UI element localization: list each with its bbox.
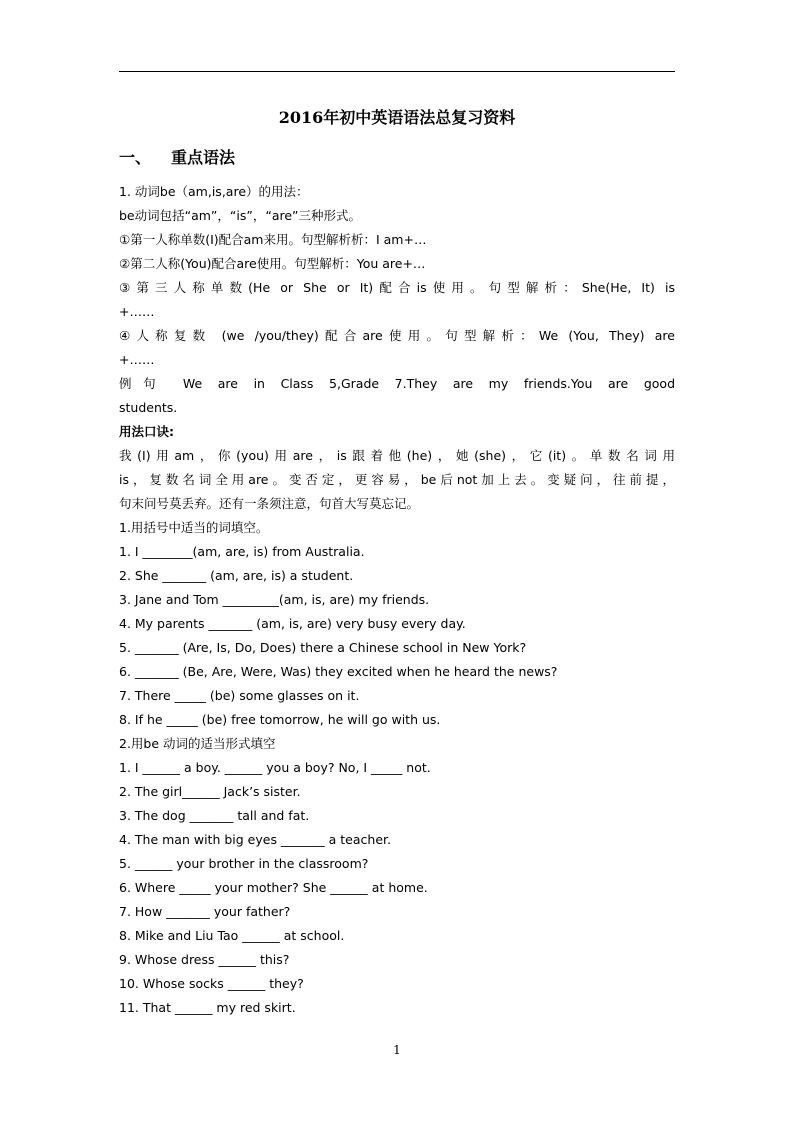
exercise-item: 4. My parents _______ (am, is, are) very busy every day. bbox=[119, 616, 466, 631]
section-number: 一、 bbox=[119, 148, 152, 167]
rhyme-line: 句末问号莫丢弃。还有一条须注意，句首大写莫忘记。 bbox=[119, 496, 420, 511]
text-line: ②第二人称(You)配合are使用。句型解析：You are+… bbox=[119, 256, 426, 271]
text-line: students. bbox=[119, 400, 178, 415]
exercise-item: 2. The girl______ Jack’s sister. bbox=[119, 784, 301, 799]
exercise-item: 10. Whose socks ______ they? bbox=[119, 976, 304, 991]
rhyme-line: is，复数名词全用are。变否定，更容易，be后not加上去。变疑问，往前提， bbox=[119, 472, 675, 487]
text-line: ③第三人称单数(He or She or It)配合is使用。句型解析：She(He, It) is bbox=[119, 280, 675, 295]
header-rule bbox=[119, 71, 675, 72]
rhyme-line: 我(I)用am，你(you)用are，is跟着他(he)，她(she)，它(it)。单数名词用 bbox=[119, 448, 675, 463]
rhyme-heading: 用法口诀: bbox=[119, 424, 174, 439]
exercise-item: 4. The man with big eyes _______ a teacher. bbox=[119, 832, 391, 847]
text-line: ④人称复数 (we /you/they)配合are使用。句型解析：We (You, They) are bbox=[119, 328, 675, 343]
exercise-item: 2. She _______ (am, are, is) a student. bbox=[119, 568, 354, 583]
section-heading bbox=[119, 148, 235, 168]
section-label: 重点语法 bbox=[171, 148, 236, 167]
exercise-item: 6. Where _____ your mother? She ______ at home. bbox=[119, 880, 428, 895]
exercise-item: 7. There _____ (be) some glasses on it. bbox=[119, 688, 360, 703]
exercise-item: 6. _______ (Be, Are, Were, Was) they excited when he heard the news? bbox=[119, 664, 558, 679]
text-line: 1. 动词be（am,is,are）的用法： bbox=[119, 184, 309, 199]
document-body bbox=[119, 180, 675, 1020]
exercise-item: 3. Jane and Tom _________(am, is, are) my friends. bbox=[119, 592, 430, 607]
text-line: +…… bbox=[119, 352, 155, 367]
exercise-item: 5. ______ your brother in the classroom? bbox=[119, 856, 369, 871]
text-line: +…… bbox=[119, 304, 155, 319]
exercise-item: 11. That ______ my red skirt. bbox=[119, 1000, 296, 1015]
text-line: be动词包括“am”，“is”，“are”三种形式。 bbox=[119, 208, 362, 223]
exercise-item: 3. The dog _______ tall and fat. bbox=[119, 808, 310, 823]
exercise-item: 1. I ______ a boy. ______ you a boy? No, I _____ not. bbox=[119, 760, 431, 775]
text-line: ①第一人称单数(I)配合am来用。句型解析析：I am+… bbox=[119, 232, 427, 247]
example-line: 例句 We are in Class 5,Grade 7.They are my friends.You are good bbox=[119, 376, 675, 391]
exercise-item: 8. Mike and Liu Tao ______ at school. bbox=[119, 928, 345, 943]
exercise-heading: 1.用括号中适当的词填空。 bbox=[119, 520, 269, 535]
exercise-item: 8. If he _____ (be) free tomorrow, he will go with us. bbox=[119, 712, 441, 727]
exercise-item: 7. How _______ your father? bbox=[119, 904, 291, 919]
exercise-heading: 2.用be 动词的适当形式填空 bbox=[119, 736, 276, 751]
exercise-item: 5. _______ (Are, Is, Do, Does) there a Chinese school in New York? bbox=[119, 640, 527, 655]
exercise-item: 1. I ________(am, are, is) from Australia. bbox=[119, 544, 365, 559]
document-title: 2016年初中英语语法总复习资料 bbox=[278, 108, 516, 127]
exercise-item: 9. Whose dress ______ this? bbox=[119, 952, 290, 967]
page-number: 1 bbox=[393, 1043, 401, 1057]
